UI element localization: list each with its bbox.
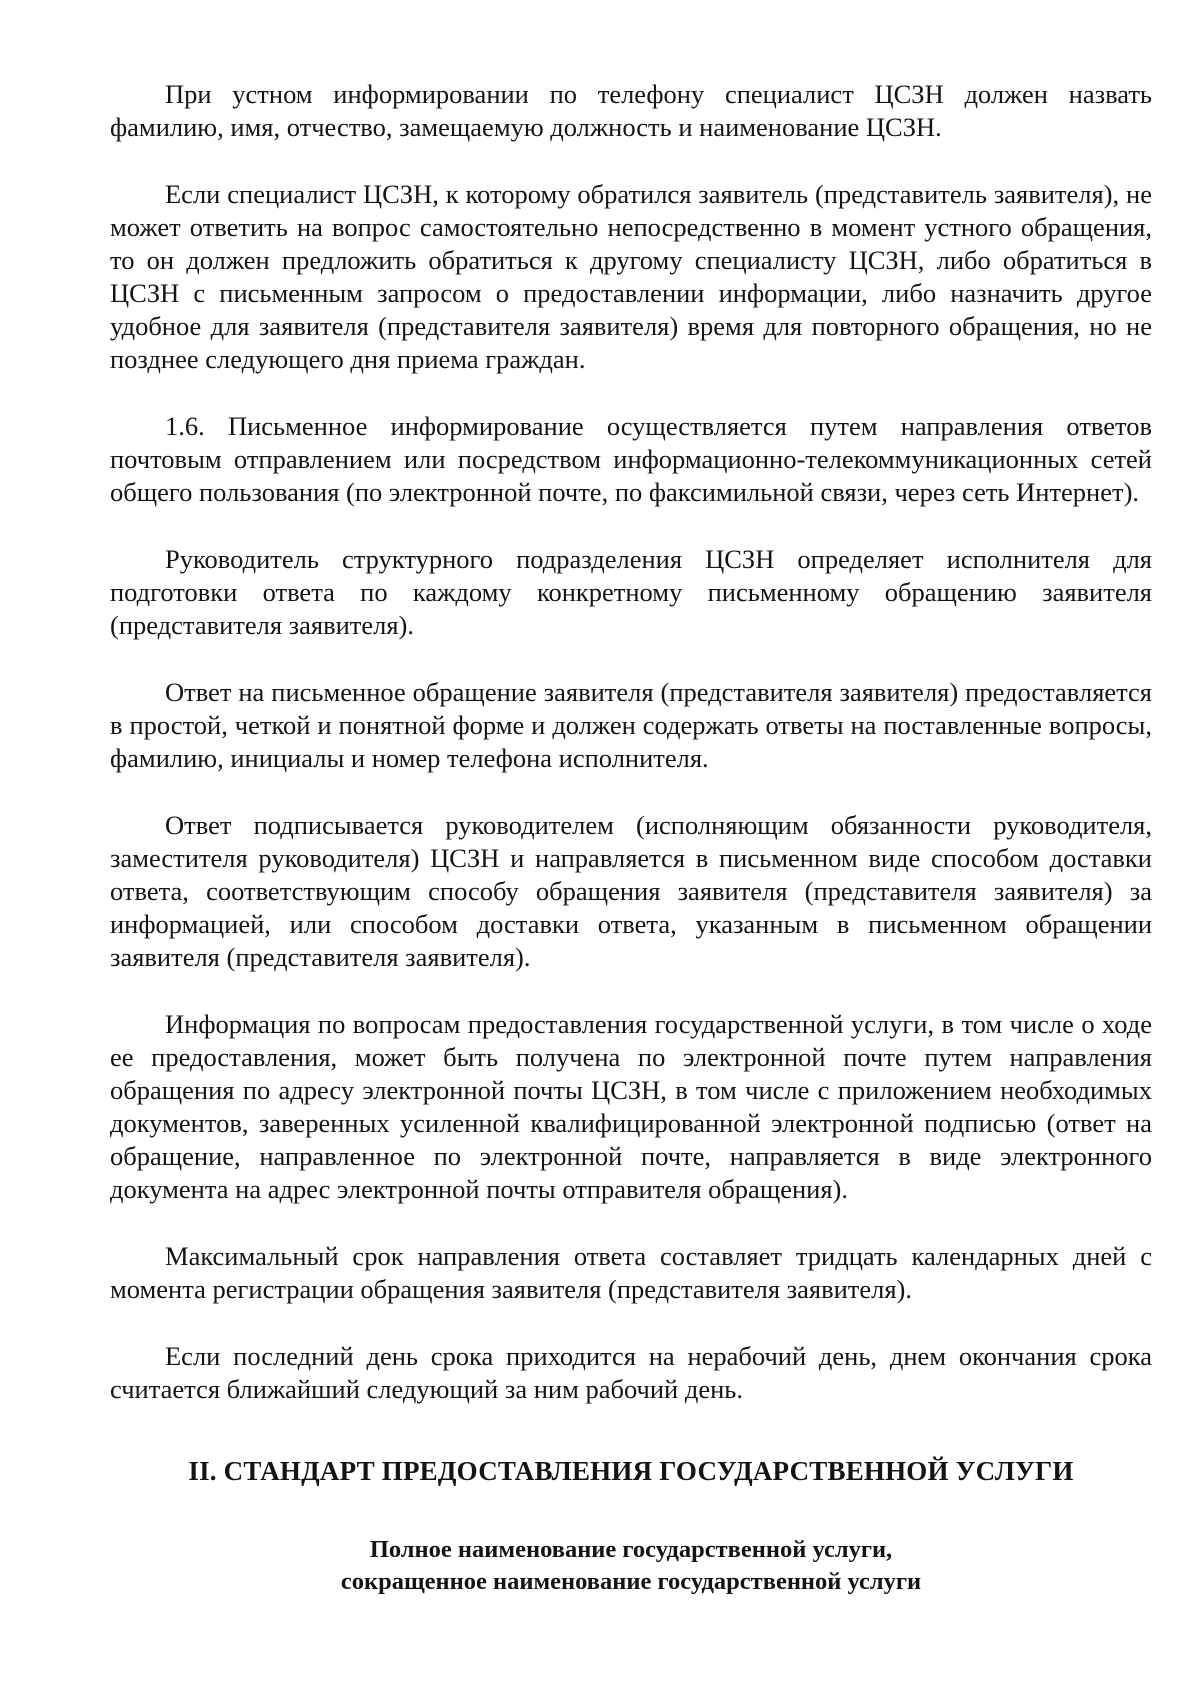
paragraph-written-info: 1.6. Письменное информирование осуществляется путем направления ответов почтовым отправлением или посредством информационно-телекоммуникационных сетей общего пользования (по электронной почте, по факсимильной связи, через сеть Интернет). [110, 411, 1152, 507]
subheading-line-2: сокращенное наименование государственной услуги [340, 1568, 922, 1595]
paragraph-answer-signed: Ответ подписывается руководителем (исполняющим обязанности руководителя, заместителя руководителя) ЦСЗН и направляется в письменном виде способом доставки ответа, соответствующим способу обращения заявителя (представителя заявителя) за информацией, или способом доставки ответа, указанным в письменном обращении заявителя (представителя заявителя). [110, 810, 1152, 972]
document-body [110, 78, 1152, 1598]
paragraph-max-term: Максимальный срок направления ответа составляет тридцать календарных дней с момента регистрации обращения заявителя (представителя заявителя). [110, 1241, 1152, 1304]
paragraph-head-assigns: Руководитель структурного подразделения ЦСЗН определяет исполнителя для подготовки ответа по каждому конкретному письменному обращению заявителя (представителя заявителя). [110, 544, 1152, 640]
paragraph-answer-form: Ответ на письменное обращение заявителя (представителя заявителя) предоставляется в простой, четкой и понятной форме и должен содержать ответы на поставленные вопросы, фамилию, инициалы и номер телефона исполнителя. [110, 677, 1152, 773]
subheading [110, 1534, 1152, 1598]
subheading-line-1: Полное наименование государственной услуги, [369, 1536, 893, 1563]
paragraph-phone-info: При устном информировании по телефону специалист ЦСЗН должен назвать фамилию, имя, отчество, замещаемую должность и наименование ЦСЗН. [110, 79, 1152, 142]
section-heading: II. СТАНДАРТ ПРЕДОСТАВЛЕНИЯ ГОСУДАРСТВЕННОЙ УСЛУГИ [188, 1456, 1074, 1486]
paragraph-specialist-unable: Если специалист ЦСЗН, к которому обратился заявитель (представитель заявителя), не может ответить на вопрос самостоятельно непосредственно в момент устного обращения, то он должен предложить обратиться к другому специалисту ЦСЗН, либо обратиться в ЦСЗН с письменным запросом о предоставлении информации, либо назначить другое удобное для заявителя (представителя заявителя) время для повторного обращения, но не позднее следующего дня приема граждан. [110, 179, 1152, 374]
paragraph-last-day: Если последний день срока приходится на нерабочий день, днем окончания срока считается ближайший следующий за ним рабочий день. [110, 1341, 1152, 1404]
paragraph-email-info: Информация по вопросам предоставления государственной услуги, в том числе о ходе ее предоставления, может быть получена по электронной почте путем направления обращения по адресу электронной почты ЦСЗН, в том числе с приложением необходимых документов, заверенных усиленной квалифицированной электронной подписью (ответ на обращение, направленное по электронной почте, направляется в виде электронного документа на адрес электронной почты отправителя обращения). [110, 1009, 1152, 1204]
